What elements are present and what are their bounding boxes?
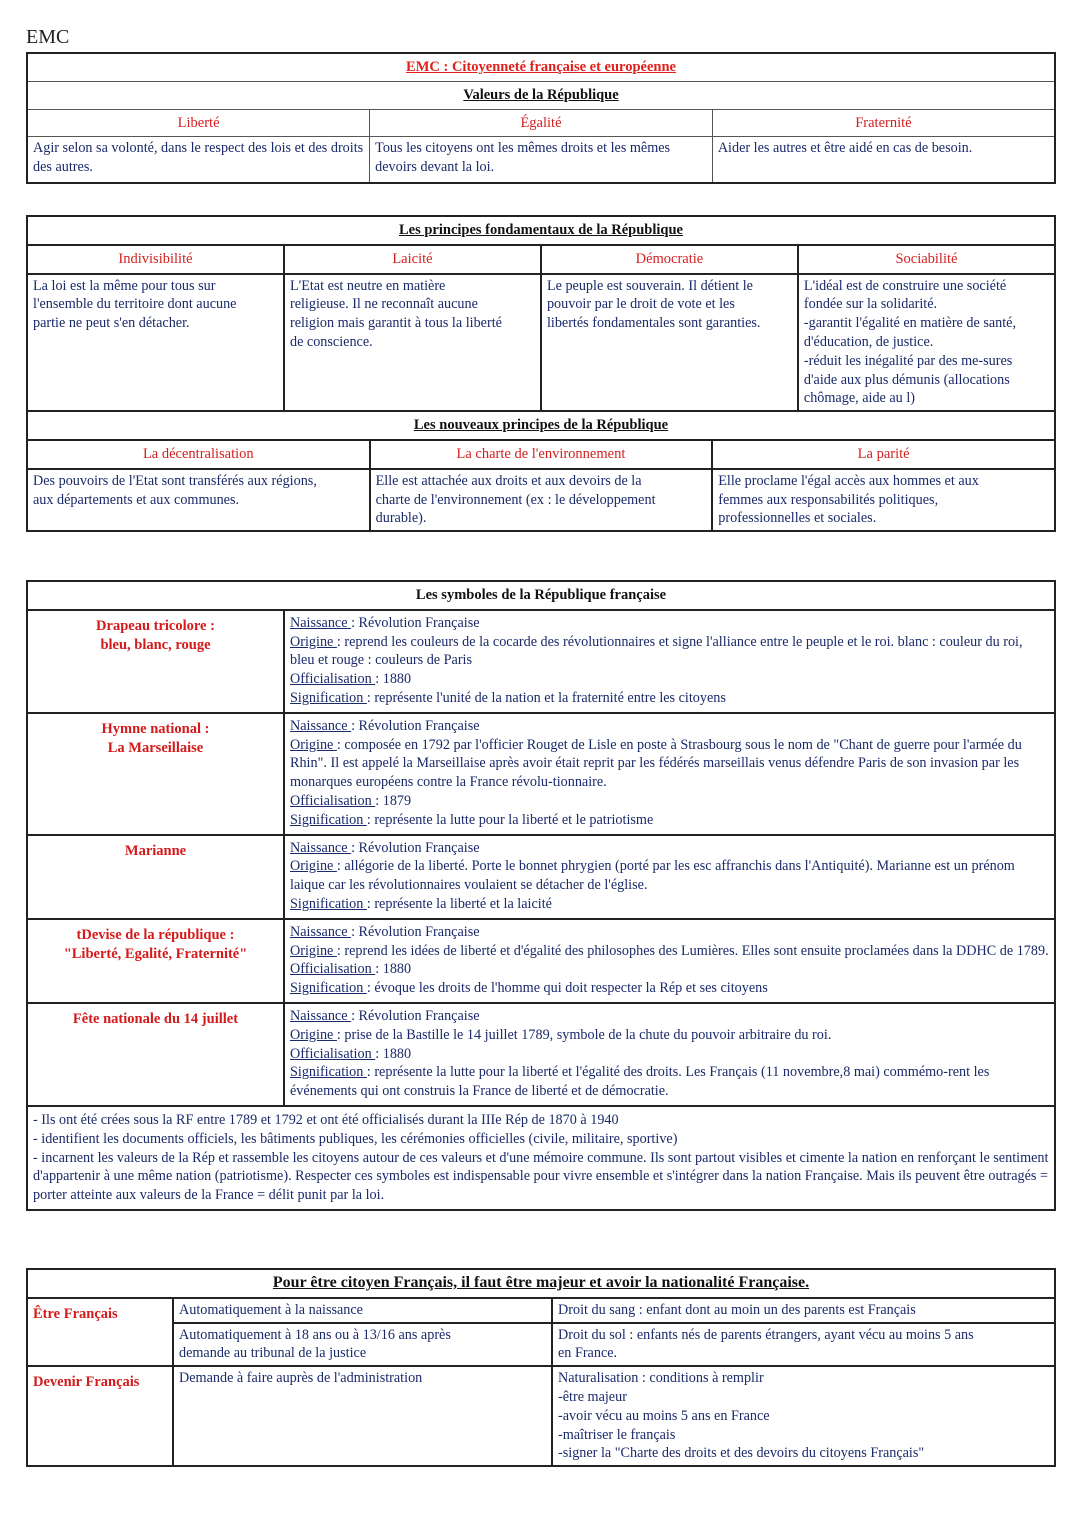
etre-francais-mode-2: Automatiquement à 18 ans ou à 13/16 ans après demande au tribunal de la justice xyxy=(173,1323,552,1367)
principle-name-laicite: Laicité xyxy=(284,245,541,274)
etre-francais-mode-1: Automatiquement à la naissance xyxy=(173,1298,552,1323)
principle-name-indivisibilite: Indivisibilité xyxy=(27,245,284,274)
citizenship-title: Pour être citoyen Français, il faut être majeur et avoir la nationalité Française. xyxy=(27,1269,1055,1298)
new-principle-text-charte: Elle est attachée aux droits et aux devoirs de la charte de l'environnement (ex : le développement durable). xyxy=(370,469,713,531)
document-title: EMC : Citoyenneté française et européenne xyxy=(27,53,1055,81)
etre-francais-label: Être Français xyxy=(27,1298,173,1366)
values-table xyxy=(26,52,1056,184)
principle-text-democratie: Le peuple est souverain. Il détient le pouvoir par le droit de vote et les libertés fondamentales sont garanties. xyxy=(541,274,798,412)
citizenship-table xyxy=(26,1268,1056,1467)
devenir-francais-mode: Demande à faire auprès de l'administration xyxy=(173,1366,552,1466)
symbol-details-hymne: Naissance : Révolution Française Origine : composée en 1792 par l'officier Rouget de Lisle en poste à Strasbourg sous le nom de "Chant de guerre pour l'armée du Rhin". Il est appelé la Marseillaise après avoir était reprit par les fédérés marseillais venus défendre Paris de son invasion par les monarques européens contre la France révolu-tionnaire. Officialisation : 1879 Signification : représente la lutte pour la liberté et le patriotisme xyxy=(284,713,1055,835)
principles-table xyxy=(26,215,1056,532)
values-subtitle: Valeurs de la République xyxy=(27,81,1055,109)
new-principle-name-decentralisation: La décentralisation xyxy=(27,440,370,469)
symbol-details-devise: Naissance : Révolution Française Origine : reprend les idées de liberté et d'égalité des philosophes des Lumières. Elles sont ensuite proclamées dans la DDHC de 1789. Officialisation : 1880 Signification : évoque les droits de l'homme qui doit respecter la Rép et ses citoyens xyxy=(284,919,1055,1003)
symbol-name-drapeau: Drapeau tricolore : bleu, blanc, rouge xyxy=(27,610,284,713)
principle-text-indivisibilite: La loi est la même pour tous sur l'ensemble du territoire dont aucune partie ne peut s'en détacher. xyxy=(27,274,284,412)
principles-title: Les principes fondamentaux de la République xyxy=(27,216,1055,245)
new-principle-text-decentralisation: Des pouvoirs de l'Etat sont transférés aux régions, aux départements et aux communes. xyxy=(27,469,370,531)
value-name-liberte: Liberté xyxy=(27,109,370,137)
symbols-table xyxy=(26,580,1056,1211)
value-text-liberte: Agir selon sa volonté, dans le respect des lois et des droits des autres. xyxy=(27,137,370,183)
new-principle-name-charte: La charte de l'environnement xyxy=(370,440,713,469)
droit-du-sang: Droit du sang : enfant dont au moin un des parents est Français xyxy=(552,1298,1055,1323)
symbol-name-hymne: Hymne national : La Marseillaise xyxy=(27,713,284,835)
symbols-title: Les symboles de la République française xyxy=(27,581,1055,610)
new-principle-name-parite: La parité xyxy=(712,440,1055,469)
symbol-name-fete-nationale: Fête nationale du 14 juillet xyxy=(27,1003,284,1106)
symbol-details-marianne: Naissance : Révolution Française Origine : allégorie de la liberté. Porte le bonnet phrygien (porté par les esc affranchis dans l'Antiquité). Marianne est un prénom laique car les révolutionnaires voulaient se détacher de l'église. Signification : représente la liberté et la laicité xyxy=(284,835,1055,919)
page-label: EMC xyxy=(26,26,70,48)
symbol-name-devise: tDevise de la république : "Liberté, Egalité, Fraternité" xyxy=(27,919,284,1003)
symbol-name-marianne: Marianne xyxy=(27,835,284,919)
value-text-fraternite: Aider les autres et être aidé en cas de besoin. xyxy=(712,137,1055,183)
principle-name-sociabilite: Sociabilité xyxy=(798,245,1055,274)
devenir-francais-label: Devenir Français xyxy=(27,1366,173,1466)
principle-name-democratie: Démocratie xyxy=(541,245,798,274)
value-text-egalite: Tous les citoyens ont les mêmes droits et les mêmes devoirs devant la loi. xyxy=(370,137,713,183)
principle-text-laicite: L'Etat est neutre en matière religieuse. Il ne reconnaît aucune religion mais garantit à tous la liberté de conscience. xyxy=(284,274,541,412)
value-name-egalite: Égalité xyxy=(370,109,713,137)
symbols-notes: - Ils ont été crées sous la RF entre 1789 et 1792 et ont été officialisés durant la IIIe Rép de 1870 à 1940 - identifient les documents officiels, les bâtiments publiques, les cérémonies officielles (civile, militaire, sportive) - incarnent les valeurs de la Rép et rassemble les citoyens autour de ces valeurs et d'une mémoire commune. Ils sont partout visibles et cimente la nation en renforçant le sentiment d'appartenir à une même nation (patriotisme). Respecter ces symboles est indispensable pour vivre ensemble et s'intégrer dans la nation Française. Mais ils peuvent être outragés = porter atteinte aux valeurs de la France = délit punit par la loi. xyxy=(27,1106,1055,1210)
symbol-details-fete-nationale: Naissance : Révolution Française Origine : prise de la Bastille le 14 juillet 1789, symbole de la chute du pouvoir arbitraire du roi. Officialisation : 1880 Signification : représente la lutte pour la liberté et l'égalité des droits. Les Français (11 novembre,8 mai) commémo-rent les événements qui ont construis la France de liberté et de démocratie. xyxy=(284,1003,1055,1106)
new-principle-text-parite: Elle proclame l'égal accès aux hommes et aux femmes aux responsabilités politiques, professionnelles et sociales. xyxy=(712,469,1055,531)
droit-du-sol: Droit du sol : enfants nés de parents étrangers, ayant vécu au moins 5 ans en France. xyxy=(552,1323,1055,1367)
principle-text-sociabilite: L'idéal est de construire une société fondée sur la solidarité. -garantit l'égalité en matière de santé, d'éducation, de justice. -réduit les inégalité par des me-sures d'aide aux plus démunis (allocations chômage, aide au l) xyxy=(798,274,1055,412)
new-principles-title: Les nouveaux principes de la République xyxy=(27,411,1055,440)
value-name-fraternite: Fraternité xyxy=(712,109,1055,137)
naturalisation-conditions: Naturalisation : conditions à remplir -être majeur -avoir vécu au moins 5 ans en France -maîtriser le français -signer la "Charte des droits et des devoirs du citoyens Français" xyxy=(552,1366,1055,1466)
symbol-details-drapeau: Naissance : Révolution Française Origine : reprend les couleurs de la cocarde des révolutionnaires et signe l'alliance entre le peuple et le roi. blanc : couleur du roi, bleu et rouge : couleurs de Paris Officialisation : 1880 Signification : représente l'unité de la nation et la fraternité entre les citoyens xyxy=(284,610,1055,713)
